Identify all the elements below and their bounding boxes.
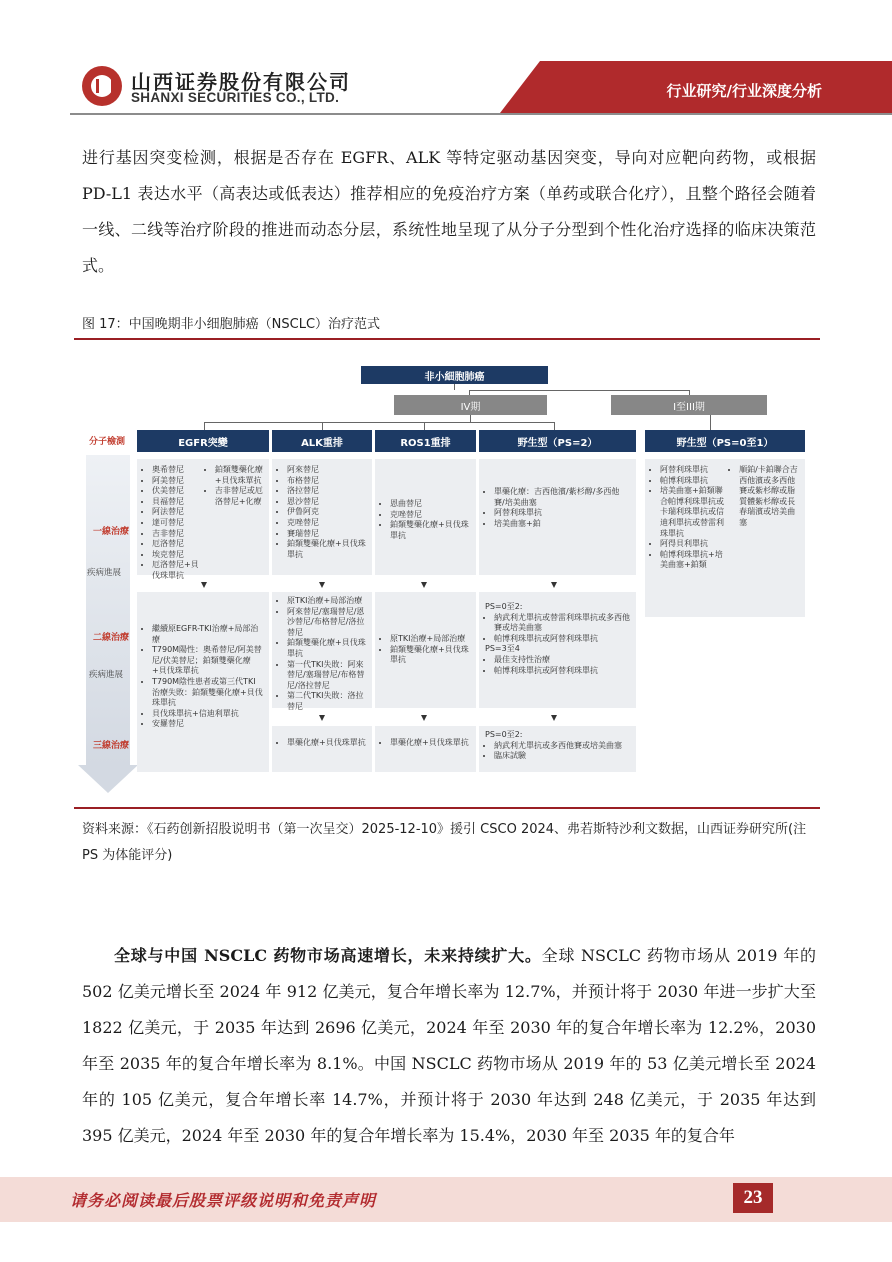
cell-second-ros1 [375, 592, 476, 708]
arrow-down-icon [551, 582, 557, 588]
list-item: • 阿來替尼 [287, 465, 366, 476]
ps-label: PS=0至2: [485, 602, 523, 611]
cell-first-egfr [137, 459, 269, 580]
label-first-line: 一線治療 [93, 527, 130, 537]
list-item: • 克唑替尼 [390, 510, 470, 521]
list-third-ros1 [381, 738, 470, 749]
arrow-down-icon [319, 715, 325, 721]
footer-disclaimer: 请务必阅读最后股票评级说明和免责声明 [70, 1191, 377, 1210]
list-second-wt-ps2-a [485, 613, 630, 645]
list-item: • 帕博利珠單抗或阿替利珠單抗 [494, 666, 630, 677]
connector [204, 422, 554, 423]
list-item: • 伏美替尼 [152, 486, 202, 497]
list-first-alk [278, 465, 366, 560]
list-item: • 安羅替尼 [152, 719, 263, 730]
list-first-ros1 [381, 499, 470, 541]
list-item: • 繼續原EGFR-TKI治療+局部治療 [152, 624, 263, 645]
cell-second-alk [272, 592, 372, 711]
list-item: • 阿法替尼 [152, 507, 202, 518]
list-item: • 阿替利珠單抗 [494, 508, 630, 519]
connector [710, 415, 711, 430]
list-item: • 第二代TKI失敗：洛拉替尼 [287, 691, 366, 712]
list-third-alk [278, 738, 366, 749]
connector [469, 390, 689, 391]
cell-second-wt-ps2 [479, 592, 636, 708]
list-item: • 達可替尼 [152, 518, 202, 529]
list-item: • 賽瑞替尼 [287, 529, 366, 540]
progress-arrow-shaft [86, 455, 130, 765]
list-item: • 埃克替尼 [152, 550, 202, 561]
cell-third-wt-ps2 [479, 726, 636, 772]
list-item: • 帕博利珠單抗或阿替利珠單抗 [494, 634, 630, 645]
list-item: • 恩曲替尼 [390, 499, 470, 510]
market-body: 全球 NSCLC 药物市场从 2019 年的 502 亿美元增长至 2024 年 912 亿美元，复合年增长率为 12.7%，并预计将于 2030 年进一步扩大至1822 亿美元，于 2035 年达到 2696 亿美元，2024 年至 2030 年的复合年增长率为 12.2%，2030 年至 2035 年的复合年增长率为 8.1%。中国 NSCLC 药物市场从 2019 年的 53 亿美元增长至 2024 年的 105 亿美元，复合年增长率 14.7%，并预计将于 2030 年达到 248 亿美元，于 2035 年达到 395 亿美元，2024 年至 2030 年的复合年增长率为 15.4%，2030 年至 2035 年的复合年 [82, 946, 816, 1145]
list-first-egfr-b [206, 465, 263, 582]
list-item: • 恩沙替尼 [287, 497, 366, 508]
page-number: 23 [733, 1183, 773, 1213]
list-item: • 鉑類雙藥化療+貝伐珠單抗 [390, 520, 470, 541]
list-item: • 原TKI治療+局部治療 [287, 596, 366, 607]
label-second-line: 二線治療 [93, 633, 130, 643]
list-item: • 鉑類雙藥化療+貝伐珠單抗 [287, 539, 366, 560]
list-first-wt-ps01-b [730, 465, 799, 571]
list-item: • 厄洛替尼+貝伐珠單抗 [152, 560, 202, 581]
list-second-ros1 [381, 634, 470, 666]
stage-iv-node: IV期 [394, 395, 547, 415]
list-item: • 克唑替尼 [287, 518, 366, 529]
connector [554, 422, 555, 430]
stage-i-iii-node: I至III期 [611, 395, 767, 415]
list-item: • 單藥化療+貝伐珠單抗 [390, 738, 470, 749]
connector [470, 415, 471, 422]
list-third-wt-ps2 [485, 741, 630, 762]
label-third-line: 三線治療 [93, 741, 130, 751]
list-item: • 吉非替尼 [152, 529, 202, 540]
market-lead: 全球与中国 NSCLC 药物市场高速增长，未来持续扩大。 [114, 946, 542, 965]
list-item: • 阿來替尼/塞瑞替尼/恩沙替尼/布格替尼/洛拉替尼 [287, 607, 366, 639]
ps-label: PS=3至4 [485, 644, 520, 654]
list-first-egfr-a [143, 465, 202, 582]
list-item: • 貝福替尼 [152, 497, 202, 508]
list-item: • T790M陽性：奧希替尼/阿美替尼/伏美替尼；鉑類雙藥化療+貝伐珠單抗 [152, 645, 263, 677]
label-progression-2: 疾病進展 [89, 670, 124, 680]
list-item: • 伊鲁阿克 [287, 507, 366, 518]
label-molecular: 分子檢測 [89, 437, 126, 447]
arrow-down-icon [421, 715, 427, 721]
root-node: 非小細胞肺癌 [361, 366, 548, 384]
list-item: • 阿美替尼 [152, 476, 202, 487]
list-item: • 鉑類雙藥化療+貝伐珠單抗 [390, 645, 470, 666]
col-header-alk: ALK重排 [272, 430, 372, 452]
list-item: • 納武利尤單抗或替雷利珠單抗或多西他賽或培美曲塞 [494, 613, 630, 634]
connector [424, 422, 425, 430]
cell-third-ros1 [375, 726, 476, 772]
col-header-wt-ps2: 野生型（PS=2） [479, 430, 636, 452]
list-item: • 臨床試驗 [494, 751, 630, 762]
list-item: • 帕博利珠單抗+培美曲塞+鉑類 [660, 550, 726, 571]
list-second-egfr [143, 624, 263, 730]
ps-label: PS=0至2: [485, 730, 523, 739]
label-progression-1: 疾病進展 [87, 568, 122, 578]
list-second-wt-ps2-b [485, 655, 630, 676]
cell-first-wt-ps2 [479, 459, 636, 575]
cell-first-wt-ps01 [645, 459, 805, 617]
section-tag: 行业研究/行业深度分析 [666, 82, 822, 100]
list-item: • 最佳支持性治療 [494, 655, 630, 666]
list-item: • 帕博利珠單抗 [660, 476, 726, 487]
connector [204, 422, 205, 430]
list-item: • 阿替利珠單抗 [660, 465, 726, 476]
figure-title: 图 17：中国晚期非小细胞肺癌（NSCLC）治疗范式 [82, 317, 381, 332]
list-item: • 順鉑/卡鉑聯合吉西他濱或多西他賽或紫杉醇或脂質體紫杉醇或長春瑞濱或培美曲塞 [739, 465, 799, 529]
list-item: • 鉑類雙藥化療+貝伐珠單抗 [287, 638, 366, 659]
list-first-wt-ps01-a [651, 465, 726, 571]
list-item: • 培美曲塞+鉑類聯合帕博利珠單抗或卡瑞利珠單抗或信迪利單抗或替雷利珠單抗 [660, 486, 726, 539]
arrow-down-icon [421, 582, 427, 588]
market-paragraph [82, 938, 816, 1154]
list-item: • 阿得貝利單抗 [660, 539, 726, 550]
list-item: • 貝伐珠單抗+信迪利單抗 [152, 709, 263, 720]
arrow-down-icon [551, 715, 557, 721]
arrow-down-icon [201, 582, 207, 588]
cell-second-egfr [137, 592, 269, 772]
source-note: 资料来源：《石药创新招股说明书（第一次呈交）2025-12-10》援引 CSCO 2024、弗若斯特沙利文数据，山西证券研究所(注 PS 为体能评分) [82, 822, 807, 863]
company-name-en: SHANXI SECURITIES CO., LTD. [131, 90, 340, 105]
cell-first-ros1 [375, 459, 476, 575]
progress-arrow-head [78, 765, 138, 793]
list-second-alk [278, 596, 366, 713]
list-item: • 吉非替尼或厄洛替尼+化療 [215, 486, 263, 507]
list-item: • 原TKI治療+局部治療 [390, 634, 470, 645]
col-header-egfr: EGFR突變 [137, 430, 269, 452]
intro-text: 进行基因突变检测，根据是否存在 EGFR、ALK 等特定驱动基因突变，导向对应靶向药物，或根据 PD-L1 表达水平（高表达或低表达）推荐相应的免疫治疗方案（单药或联合化疗），且整个路径会随着一线、二线等治疗阶段的推进而动态分层，系统性地呈现了从分子分型到个性化治疗选择的临床决策范式。 [82, 148, 816, 275]
col-header-wt-ps01: 野生型（PS=0至1） [645, 430, 805, 452]
list-item: • 鉑類雙藥化療+貝伐珠單抗 [215, 465, 263, 486]
list-item: • 布格替尼 [287, 476, 366, 487]
list-item: • 奧希替尼 [152, 465, 202, 476]
col-header-ros1: ROS1重排 [375, 430, 476, 452]
figure-bottom-rule [74, 807, 820, 809]
connector [322, 422, 323, 430]
cell-third-alk [272, 726, 372, 772]
list-item: • 培美曲塞+鉑 [494, 519, 630, 530]
list-item: • T790M陰性患者或第三代TKI治療失敗：鉑類雙藥化療+貝伐珠單抗 [152, 677, 263, 709]
company-name-cn: 山西证券股份有限公司 [131, 70, 351, 94]
list-item: • 第一代TKI失敗：阿來替尼/塞瑞替尼/布格替尼/洛拉替尼 [287, 660, 366, 692]
list-item: • 納武利尤單抗或多西他賽或培美曲塞 [494, 741, 630, 752]
list-first-wt-ps2 [485, 487, 630, 529]
arrow-down-icon [319, 582, 325, 588]
list-item: • 單藥化療+貝伐珠單抗 [287, 738, 366, 749]
cell-first-alk [272, 459, 372, 575]
list-item: • 厄洛替尼 [152, 539, 202, 550]
list-item: • 單藥化療：吉西他濱/紫杉醇/多西他賽/培美曲塞 [494, 487, 630, 508]
market-text [82, 938, 816, 1154]
connector [454, 384, 455, 390]
list-item: • 洛拉替尼 [287, 486, 366, 497]
